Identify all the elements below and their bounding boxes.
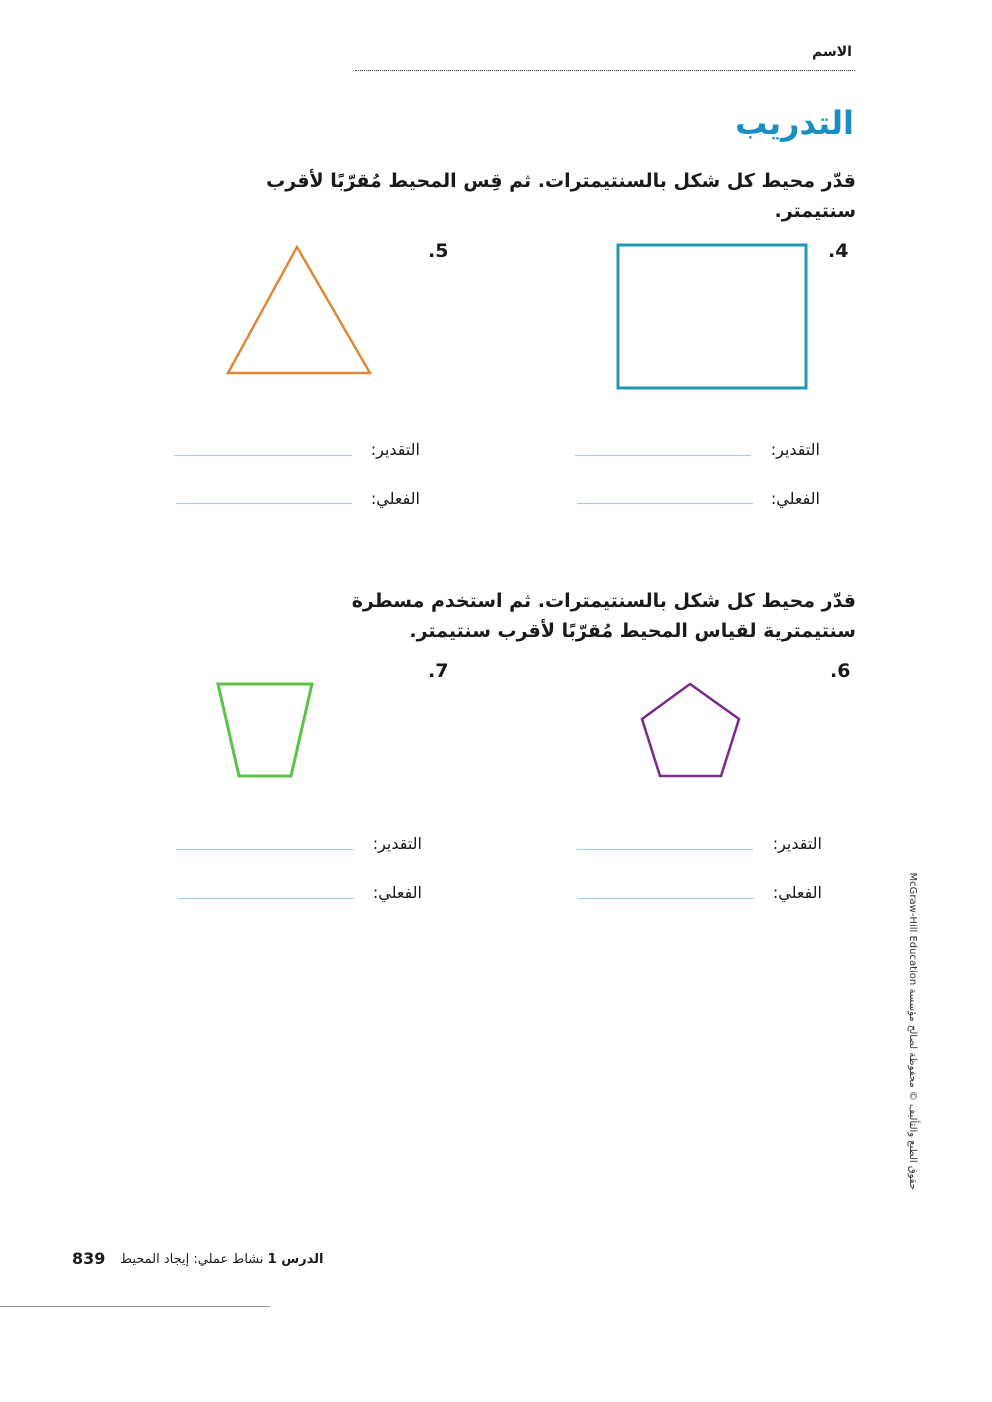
estimate-answer-5[interactable] <box>174 455 352 456</box>
actual-label-4: الفعلي: <box>770 489 820 508</box>
estimate-answer-4[interactable] <box>575 455 751 456</box>
name-line[interactable] <box>355 70 855 71</box>
triangle-shape <box>220 240 380 380</box>
estimate-label-6: التقدير: <box>772 834 822 853</box>
pentagon-shape <box>636 678 746 782</box>
estimate-label-7: التقدير: <box>372 834 422 853</box>
trapezoid-outline <box>218 684 312 776</box>
bottom-rule <box>0 1306 270 1307</box>
section-title: التدريب <box>735 104 854 142</box>
instruction-part2: قدّر محيط كل شكل بالسنتيمترات. ثم استخدم مسطرة سنتيمترية لقياس المحيط مُقرّبًا لأقرب سنتيمتر. <box>351 590 856 642</box>
estimate-answer-6[interactable] <box>577 849 753 850</box>
problem-5-number: .5 <box>428 240 449 262</box>
instruction-part1: قدّر محيط كل شكل بالسنتيمترات. ثم قِس المحيط مُقرّبًا لأقرب سنتيمتر. <box>266 170 856 222</box>
actual-answer-5[interactable] <box>176 503 352 504</box>
actual-label-6: الفعلي: <box>772 883 822 902</box>
estimate-label-4: التقدير: <box>770 440 820 459</box>
name-label: الاسم <box>812 44 852 60</box>
estimate-label-5: التقدير: <box>370 440 420 459</box>
problem-4-number: .4 <box>828 240 849 262</box>
footer-lesson <box>120 1252 324 1267</box>
triangle-outline <box>228 247 370 373</box>
footer-lesson-label: الدرس 1 <box>267 1252 324 1267</box>
estimate-answer-7[interactable] <box>176 849 354 850</box>
copyright-note: حقوق الطبع والتأليف © محفوظة لصالح مؤسسة McGraw-Hill Education <box>907 872 918 1190</box>
page-number: 839 <box>72 1249 106 1268</box>
rectangle-outline <box>618 245 806 388</box>
footer-lesson-title: نشاط عملي: إيجاد المحيط <box>120 1252 264 1267</box>
actual-label-7: الفعلي: <box>372 883 422 902</box>
actual-answer-7[interactable] <box>178 898 354 899</box>
problem-6-number: .6 <box>830 660 851 682</box>
actual-answer-4[interactable] <box>577 503 753 504</box>
actual-answer-6[interactable] <box>578 898 754 899</box>
pentagon-outline <box>642 684 739 776</box>
problem-7-number: .7 <box>428 660 449 682</box>
actual-label-5: الفعلي: <box>370 489 420 508</box>
trapezoid-shape <box>212 678 318 782</box>
rectangle-shape <box>612 240 812 395</box>
